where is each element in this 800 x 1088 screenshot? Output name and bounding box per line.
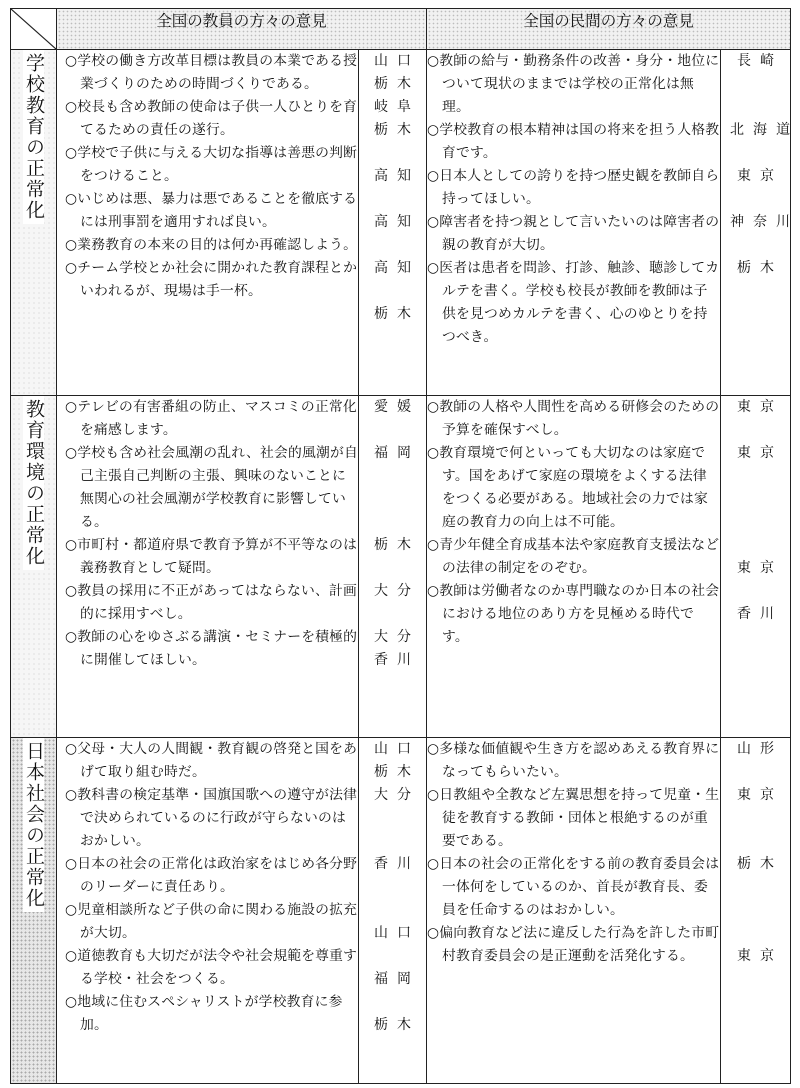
prefecture-name: 東京 <box>737 948 784 964</box>
prefecture-name <box>359 511 426 534</box>
prefecture-name: 福岡 <box>374 971 420 987</box>
prefecture-name: 北海道 <box>730 122 800 138</box>
prefecture-name: 山口 <box>374 741 420 757</box>
public-places <box>721 396 791 738</box>
prefecture-name <box>359 280 426 303</box>
prefecture-name <box>721 488 790 511</box>
opinion-item: ○教師の心をゆさぶる講演・セミナーを積極的に開催してほしい。 <box>65 629 358 668</box>
opinion-item: ○教師は労働者なのか専門職なのか日本の社会における地位のあり方を見極める時代です。 <box>427 583 720 645</box>
opinion-item: ○道徳教育も大切だが法令や社会規範を尊重する学校・社会をつくる。 <box>65 948 358 987</box>
opinion-item: ○日本の社会の正常化をする前の教育委員会は一体何をしているのか、首長が教育長、委員を任命するのはおかしい。 <box>427 856 720 918</box>
prefecture-name: 福岡 <box>374 445 420 461</box>
header-teachers: 全国の教員の方々の意見 <box>57 9 427 50</box>
section-label: 学校教育の正常化 <box>23 50 44 224</box>
teachers-places <box>359 50 427 396</box>
prefecture-name <box>359 899 426 922</box>
opinion-item: ○児童相談所など子供の命に関わる施設の拡充が大切。 <box>65 902 358 941</box>
prefecture-name: 香川 <box>374 652 420 668</box>
prefecture-name <box>359 557 426 580</box>
prefecture-name: 栃木 <box>374 1017 420 1033</box>
section-row <box>11 738 791 1084</box>
teachers-places <box>359 738 427 1084</box>
opinion-item: ○日本の社会の正常化は政治家をはじめ各分野のリーダーに責任あり。 <box>65 856 358 895</box>
opinion-item: ○校長も含め教師の使命は子供一人ひとりを育てるための責任の遂行。 <box>65 99 358 138</box>
prefecture-name <box>359 142 426 165</box>
section-label: 日本社会の正常化 <box>23 738 44 912</box>
opinion-item: ○障害者を持つ親として言いたいのは障害者の親の教育が大切。 <box>427 214 720 253</box>
prefecture-name <box>721 511 790 534</box>
public-opinions <box>427 738 721 1084</box>
prefecture-name: 栃木 <box>374 764 420 780</box>
prefecture-name: 高知 <box>374 260 420 276</box>
prefecture-name: 栃木 <box>374 122 420 138</box>
prefecture-name <box>721 96 790 119</box>
opinion-item: ○教員の採用に不正があってはならない、計画的に採用すべし。 <box>65 583 358 622</box>
prefecture-name <box>359 603 426 626</box>
prefecture-name: 愛媛 <box>374 399 420 415</box>
prefecture-name <box>721 876 790 899</box>
prefecture-name <box>721 922 790 945</box>
prefecture-name <box>721 899 790 922</box>
opinion-item: ○テレビの有害番組の防止、マスコミの正常化を痛感します。 <box>65 399 357 438</box>
opinion-item: ○チーム学校とか社会に開かれた教育課程とかいわれるが、現場は手一杯。 <box>65 260 358 299</box>
prefecture-name: 大分 <box>374 787 420 803</box>
prefecture-name: 長崎 <box>737 53 784 69</box>
opinion-item: ○教師の給与・勤務条件の改善・身分・地位について現状のままでは学校の正常化は無理。 <box>427 53 720 115</box>
prefecture-name <box>359 234 426 257</box>
prefecture-name: 山口 <box>374 53 420 69</box>
opinion-item: ○教科書の検定基準・国旗国歌への遵守が法律で決められているのに行政が守らないのはおかしい。 <box>65 787 358 849</box>
teachers-opinions <box>57 396 359 738</box>
prefecture-name: 高知 <box>374 214 420 230</box>
opinion-item: ○教育環境で何といっても大切なのは家庭です。国をあげて家庭の環境をよくする法律をつくる必要がある。地域社会の力では家庭の教育力の向上は不可能。 <box>427 445 708 530</box>
teachers-opinions <box>57 50 359 396</box>
prefecture-name <box>359 807 426 830</box>
prefecture-name: 東京 <box>737 399 784 415</box>
opinion-item: ○学校で子供に与える大切な指導は善悪の判断をつけること。 <box>65 145 358 184</box>
prefecture-name: 大分 <box>374 583 420 599</box>
prefecture-name <box>359 188 426 211</box>
section-row <box>11 50 791 396</box>
prefecture-name: 高知 <box>374 168 420 184</box>
prefecture-name <box>721 534 790 557</box>
header-public: 全国の民間の方々の意見 <box>427 9 791 50</box>
prefecture-name: 山形 <box>737 741 784 757</box>
section-label: 教育環境の正常化 <box>23 396 44 570</box>
public-opinions <box>427 50 721 396</box>
prefecture-name: 東京 <box>737 787 784 803</box>
teachers-places <box>359 396 427 738</box>
public-opinions <box>427 396 721 738</box>
opinion-table <box>10 8 800 1084</box>
prefecture-name <box>721 761 790 784</box>
opinion-item: ○多様な価値観や生き方を認めあえる教育界になってもらいたい。 <box>427 741 720 780</box>
prefecture-name <box>359 419 426 442</box>
prefecture-name <box>359 830 426 853</box>
opinion-item: ○日教組や全教など左翼思想を持って児童・生徒を教育する教師・団体と根絶するのが重要である。 <box>427 787 720 849</box>
prefecture-name <box>721 73 790 96</box>
section-label-cell <box>11 50 57 396</box>
prefecture-name <box>359 488 426 511</box>
opinion-item: ○父母・大人の人間観・教育観の啓発と国をあげて取り組む時だ。 <box>65 741 358 780</box>
opinion-item: ○地域に住むスペシャリストが学校教育に参加。 <box>65 994 343 1033</box>
prefecture-name: 神奈川 <box>730 214 800 230</box>
opinion-item: ○市町村・都道府県で教育予算が不平等なのは義務教育として疑問。 <box>65 537 358 576</box>
public-places <box>721 50 800 396</box>
section-row <box>11 396 791 738</box>
opinion-item: ○偏向教育など法に違反した行為を許した市町村教育委員会の是正運動を活発化する。 <box>427 925 720 964</box>
prefecture-name <box>721 807 790 830</box>
section-label-cell <box>11 396 57 738</box>
corner-cell <box>11 9 57 50</box>
prefecture-name <box>721 419 790 442</box>
prefecture-name: 香川 <box>374 856 420 872</box>
prefecture-name <box>721 234 790 257</box>
prefecture-name: 東京 <box>737 560 784 576</box>
opinion-item: ○青少年健全育成基本法や家庭教育支援法などの法律の制定をのぞむ。 <box>427 537 720 576</box>
prefecture-name: 大分 <box>374 629 420 645</box>
opinion-item: ○日本人としての誇りを持つ歴史観を教師自ら持ってほしい。 <box>427 168 720 207</box>
opinion-item: ○業務教育の本来の目的は何か再確認しよう。 <box>65 237 358 253</box>
section-label-cell <box>11 738 57 1084</box>
prefecture-name <box>359 465 426 488</box>
prefecture-name <box>721 142 790 165</box>
prefecture-name: 栃木 <box>737 260 784 276</box>
public-places <box>721 738 791 1084</box>
prefecture-name: 東京 <box>737 445 784 461</box>
prefecture-name: 東京 <box>737 168 784 184</box>
prefecture-name <box>359 945 426 968</box>
corner-diagonal <box>11 9 56 49</box>
prefecture-name: 栃木 <box>374 306 420 322</box>
prefecture-name <box>721 830 790 853</box>
prefecture-name <box>359 991 426 1014</box>
opinion-item: ○学校も含め社会風潮の乱れ、社会的風潮が自己主張自己判断の主張、興味のないことに無関心の社会風潮が学校教育に影響している。 <box>65 445 359 530</box>
prefecture-name <box>359 876 426 899</box>
prefecture-name: 山口 <box>374 925 420 941</box>
opinion-item: ○教師の人格や人間性を高める研修会のための予算を確保すべし。 <box>427 399 720 438</box>
prefecture-name: 岐阜 <box>374 99 420 115</box>
opinion-item: ○いじめは悪、暴力は悪であることを徹底するには刑事罰を適用すれば良い。 <box>65 191 358 230</box>
prefecture-name: 栃木 <box>374 76 420 92</box>
prefecture-name: 栃木 <box>737 856 784 872</box>
opinion-item: ○学校の働き方改革目標は教員の本業である授業づくりのための時間づくりである。 <box>65 53 358 92</box>
prefecture-name <box>721 465 790 488</box>
opinion-item: ○学校教育の根本精神は国の将来を担う人格教育です。 <box>427 122 720 161</box>
prefecture-name <box>721 188 790 211</box>
prefecture-name <box>721 580 790 603</box>
prefecture-name: 香川 <box>737 606 784 622</box>
prefecture-name: 栃木 <box>374 537 420 553</box>
opinion-item: ○医者は患者を問診、打診、触診、聴診してカルテを書く。学校も校長が教師を教師は子供を見つめカルテを書く、心のゆとりを持つべき。 <box>427 260 720 345</box>
teachers-opinions <box>57 738 359 1084</box>
